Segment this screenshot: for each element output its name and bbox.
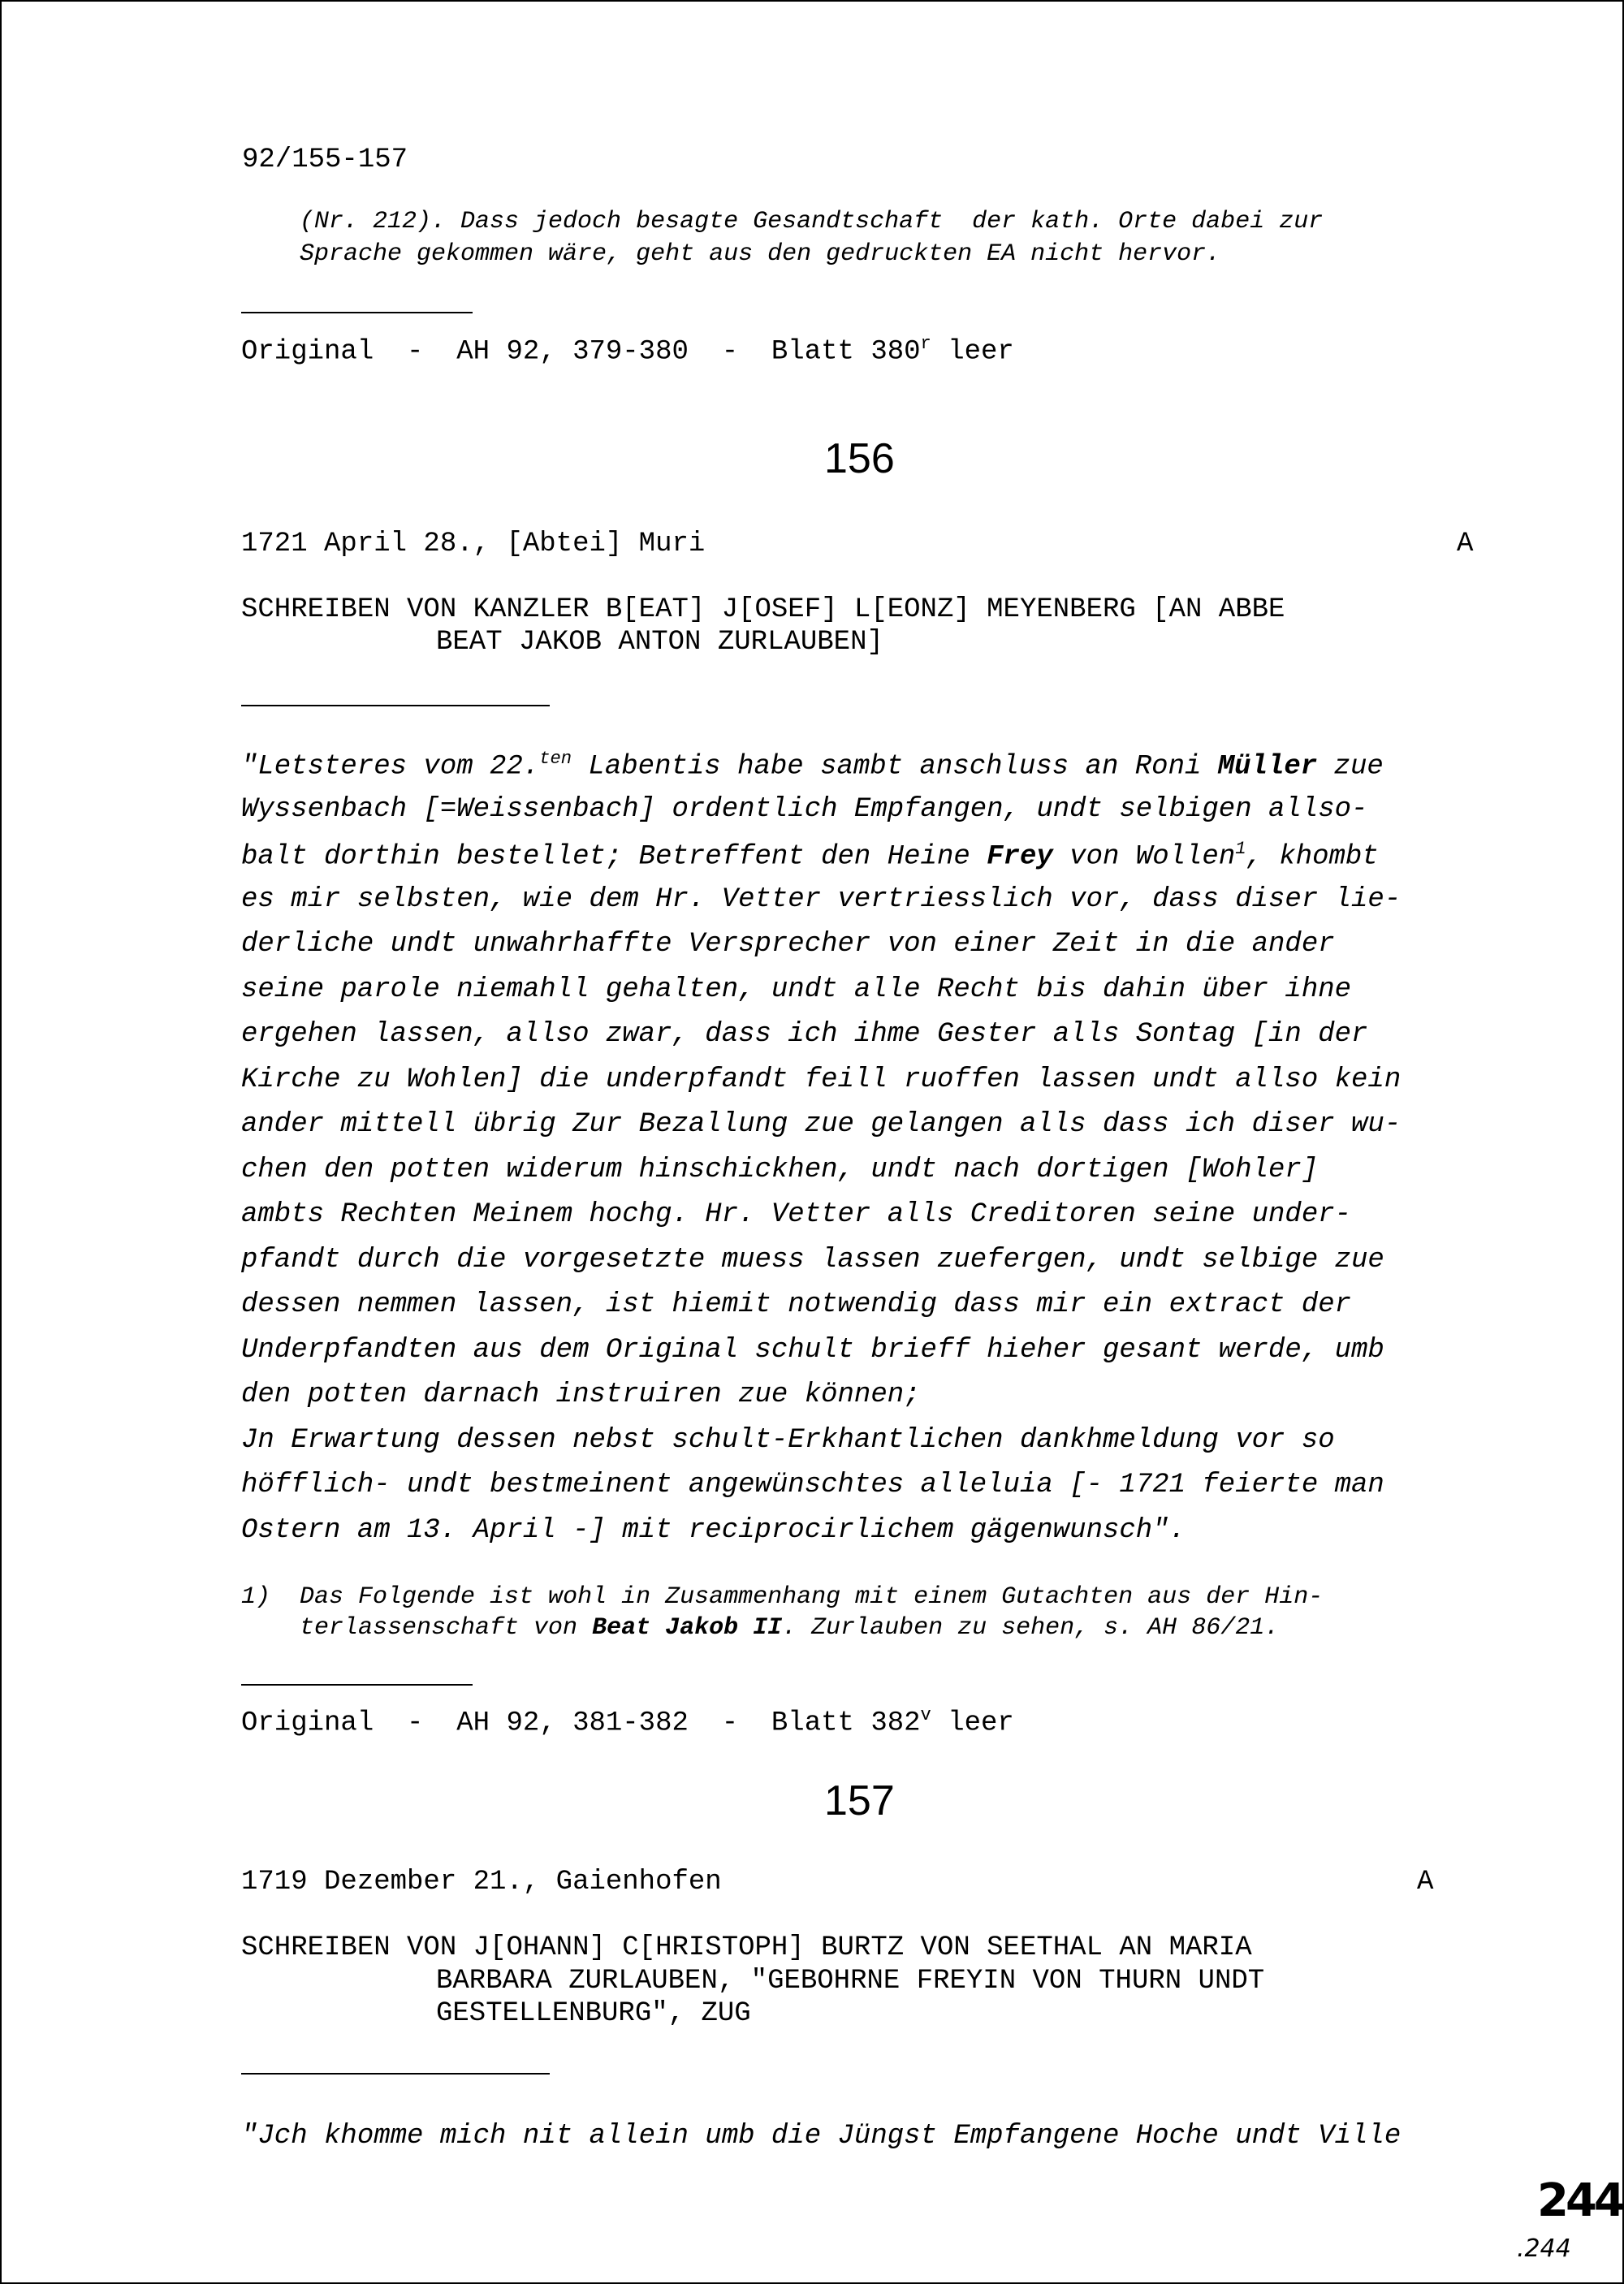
document-title-line-3: GESTELLENBURG", ZUG	[436, 1998, 751, 2029]
document-title-line-2: BARBARA ZURLAUBEN, "GEBOHRNE FREYIN VON THURN UNDT	[436, 1966, 1265, 1997]
page-number-handwritten: .244	[1517, 2234, 1571, 2263]
body-line: "Jch khomme mich nit allein umb die Jüngst Empfangene Hoche undt Ville	[241, 2121, 1402, 2152]
document-title-line-2: BEAT JAKOB ANTON ZURLAUBEN]	[436, 627, 883, 658]
body-line: dessen nemmen lassen, ist hiemit notwendig dass mir ein extract der	[241, 1289, 1352, 1320]
body-line: derliche undt unwahrhaffte Versprecher von einer Zeit in die ander	[241, 929, 1335, 960]
document-title-line-1: SCHREIBEN VON J[OHANN] C[HRISTOPH] BURTZ VON SEETHAL AN MARIA	[241, 1932, 1252, 1963]
separator-rule	[241, 312, 473, 313]
document-mark: A	[1457, 529, 1474, 559]
document-mark: A	[1417, 1867, 1434, 1898]
body-line: Kirche zu Wohlen] die underpfandt feill ruoffen lassen undt allso kein	[241, 1064, 1402, 1095]
body-line: den potten darnach instruiren zue können;	[241, 1379, 921, 1410]
body-line: höfflich- undt bestmeinent angewünschtes alleluia [- 1721 feierte man	[241, 1470, 1384, 1500]
body-line: balt dorthin bestellet; Betreffent den Heine Frey von Wollen$^1$, khombt	[241, 839, 1379, 873]
document-date-place: 1721 April 28., [Abtei] Muri	[241, 529, 706, 559]
body-line: ander mittell übrig Zur Bezallung zue gelangen alls dass ich diser wu-	[241, 1109, 1402, 1140]
original-source-1: Original - AH 92, 379-380 - Blatt 380$^r$ leer	[241, 334, 1014, 368]
body-line: chen den potten widerum hinschickhen, undt nach dortigen [Wohler]	[241, 1155, 1319, 1185]
body-line: Wyssenbach [=Weissenbach] ordentlich Empfangen, undt selbigen allso-	[241, 794, 1368, 825]
document-title-line-1: SCHREIBEN VON KANZLER B[EAT] J[OSEF] L[EONZ] MEYENBERG [AN ABBE	[241, 594, 1285, 625]
original-source-2: Original - AH 92, 381-382 - Blatt 382$^v$ leer	[241, 1705, 1014, 1739]
body-line: ergehen lassen, allso zwar, dass ich ihme Gester alls Sontag [in der	[241, 1019, 1368, 1050]
footnote-line-2: terlassenschaft von Beat Jakob II. Zurlauben zu sehen, s. AH 86/21.	[300, 1614, 1280, 1642]
separator-rule	[241, 1684, 473, 1686]
body-line: Ostern am 13. April -] mit reciprocirlichem gägenwunsch".	[241, 1515, 1186, 1546]
body-line: es mir selbsten, wie dem Hr. Vetter vertriesslich vor, dass diser lie-	[241, 884, 1402, 915]
separator-rule	[241, 2073, 550, 2075]
document-date-place: 1719 Dezember 21., Gaienhofen	[241, 1867, 722, 1898]
body-line: "Letsteres vom 22.$^{ten}$ Labentis habe sambt anschluss an Roni Müller zue	[241, 749, 1384, 783]
reference-number: 92/155-157	[242, 145, 408, 175]
body-line: ambts Rechten Meinem hochg. Hr. Vetter alls Creditoren seine under-	[241, 1199, 1352, 1230]
note-line-1: (Nr. 212). Dass jedoch besagte Gesandtschaft der kath. Orte dabei zur	[300, 208, 1324, 235]
document-number-156: 156	[824, 435, 895, 482]
body-line: Underpfandten aus dem Original schult brieff hieher gesant werde, umb	[241, 1335, 1384, 1366]
body-line: pfandt durch die vorgesetzte muess lassen zuefergen, undt selbige zue	[241, 1245, 1384, 1276]
separator-rule	[241, 705, 550, 706]
document-number-157: 157	[824, 1777, 895, 1824]
footnote-line-1: 1) Das Folgende ist wohl in Zusammenhang mit einem Gutachten aus der Hin-	[241, 1583, 1324, 1611]
page-number-stamp: 244	[1537, 2174, 1622, 2227]
note-line-2: Sprache gekommen wäre, geht aus den gedruckten EA nicht hervor.	[300, 240, 1221, 268]
body-line: Jn Erwartung dessen nebst schult-Erkhantlichen dankhmeldung vor so	[241, 1425, 1335, 1456]
body-line: seine parole niemahll gehalten, undt alle Recht bis dahin über ihne	[241, 974, 1352, 1005]
